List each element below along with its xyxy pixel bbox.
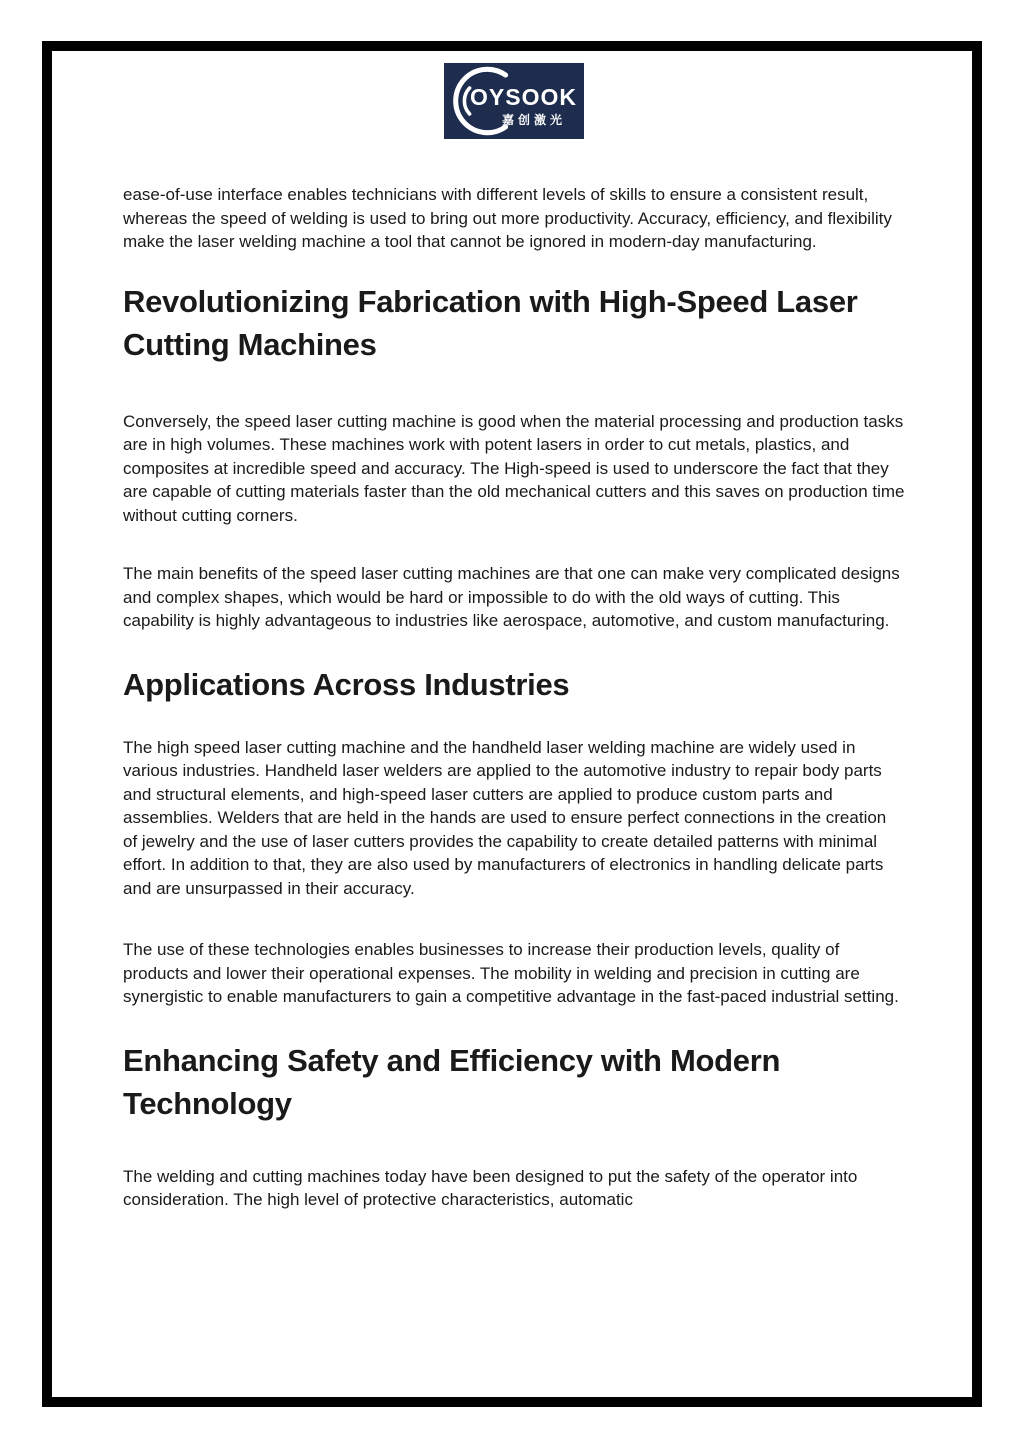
section-1-paragraph-1: Conversely, the speed laser cutting machine is good when the material processing and production tasks are in high volumes. These machines work with potent lasers in order to cut metals, plastics, and composites at incredible speed and accuracy. The High-speed is used to underscore the fact that they are capable of cutting materials faster than the old mechanical cutters and this saves on production time without cutting corners. [123,411,905,525]
page-content [123,0,905,1212]
section-heading-2: Applications Across Industries [123,666,570,702]
intro-paragraph: ease-of-use interface enables technicians with different levels of skills to ensure a consistent result, whereas the speed of welding is used to bring out more productivity. Accuracy, efficiency, and flexibility make the laser welding machine a tool that cannot be ignored in modern-day manufacturing. [123,185,892,251]
logo-brand-text: OYSOOK [470,84,577,110]
section-2-paragraph-1: The high speed laser cutting machine and the handheld laser welding machine are widely used in various industries. Handheld laser welders are applied to the automotive industry to repair body parts and structural elements, and high-speed laser cutters are applied to produce custom parts and assemblies. Welders that are held in the hands are used to ensure perfect connections in the creation of jewelry and the use of laser cutters provides the capability to create detailed patterns with minimal effort. In addition to that, they are also used by manufacturers of electronics in handling delicate parts and are unsurpassed in their accuracy. [123,737,887,898]
section-2-paragraph-2: The use of these technologies enables businesses to increase their production levels, quality of products and lower their operational expenses. The mobility in welding and precision in cutting are synergistic to enable manufacturers to gain a competitive advantage in the fast-paced industrial setting. [123,940,899,1006]
section-heading-1: Revolutionizing Fabrication with High-Speed Laser Cutting Machines [123,283,858,362]
section-1-paragraph-2: The main benefits of the speed laser cutting machines are that one can make very complicated designs and complex shapes, which would be hard or impossible to do with the old ways of cutting. This capability is highly advantageous to industries like aerospace, automotive, and custom manufacturing. [123,564,900,630]
section-3-paragraph-1: The welding and cutting machines today have been designed to put the safety of the operator into consideration. The high level of protective characteristics, automatic [123,1166,858,1209]
section-heading-3: Enhancing Safety and Efficiency with Modern Technology [123,1042,781,1121]
company-logo [444,63,584,139]
logo-brand-subtext: 嘉创激光 [502,113,567,127]
